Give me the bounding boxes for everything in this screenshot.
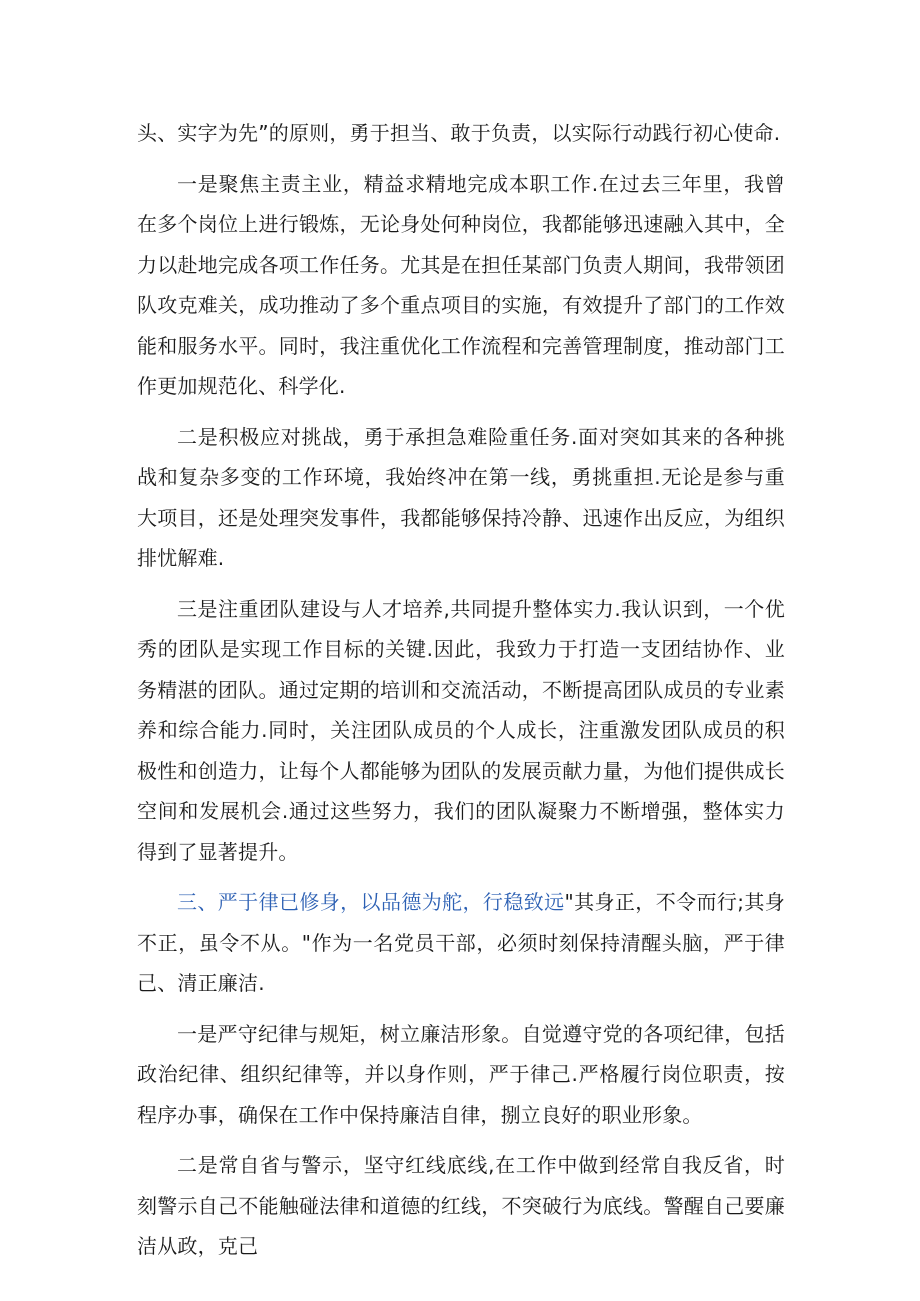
- paragraph-self-reflection: 二是常自省与警示，坚守红线底线,在工作中做到经常自我反省，时刻警示自己不能触碰法律和道德的红线，不突破行为底线。警醒自己要廉洁从政，克己: [137, 1153, 785, 1258]
- paragraph-focus-main-duties: 一是聚焦主责主业，精益求精地完成本职工作.在过去三年里，我曾在多个岗位上进行锻炼，无论身处何种岗位，我都能够迅速融入其中，全力以赴地完成各项工作任务。尤其是在担任某部门负责人期间，我带领团队攻克难关，成功推动了多个重点项目的实施，有效提升了部门的工作效能和服务水平。同时，我注重优化工作流程和完善管理制度，推动部门工作更加规范化、科学化.: [137, 171, 785, 398]
- paragraph-discipline: 一是严守纪律与规矩，树立廉洁形象。自觉遵守党的各项纪律，包括政治纪律、组织纪律等，并以身作则，严于律己.严格履行岗位职责，按程序办事，确保在工作中保持廉洁自律，捌立良好的职业形象。: [137, 1021, 785, 1127]
- paragraph-team-building: 三是注重团队建设与人才培养,共同提升整体实力.我认识到，一个优秀的团队是实现工作目标的关键.因此，我致力于打造一支团结协作、业务精湛的团队。通过定期的培训和交流活动，不断提高团队成员的专业素养和综合能力.同时，关注团队成员的个人成长，注重激发团队成员的积极性和创造力，让每个人都能够为团队的发展贡献力量，为他们提供成长空间和发展机会.通过这些努力，我们的团队凝聚力不断增强，整体实力得到了显著提升。: [137, 596, 785, 864]
- document-body: [137, 113, 785, 1267]
- section-heading: 三、严于律已修身，以品德为舵，行稳致远: [177, 890, 565, 914]
- paragraph-continuation: 头、实字为先”的原则，勇于担当、敢于负责，以实际行动践行初心使命.: [137, 121, 781, 145]
- paragraph-meet-challenges: 二是积极应对挑战，勇于承担急难险重任务.面对突如其来的各种挑战和复杂多变的工作环境，我始终冲在第一线，勇挑重担.无论是参与重大项目，还是处理突发事件，我都能够保持冷静、迅速作出反应，为组织排忧解难.: [137, 424, 785, 570]
- paragraph-section-three: [137, 882, 785, 1004]
- section-intro-text: "其身正，不令而行;其身不正，虽令不从。"作为一名党员干部，必须时刻保持清醒头脑，严于律己、清正廉洁.: [137, 890, 785, 995]
